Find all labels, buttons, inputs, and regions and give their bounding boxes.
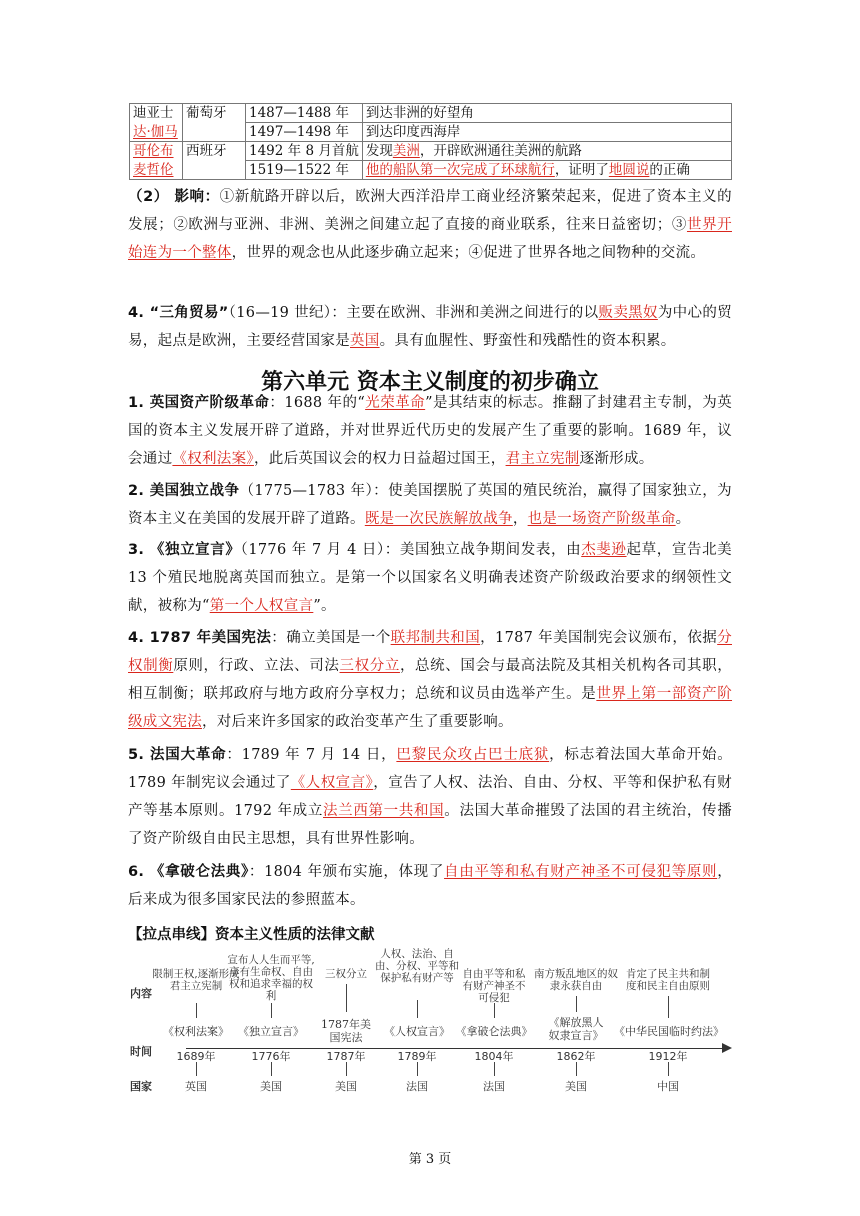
item-year: 1789年 <box>397 1050 437 1063</box>
timeline-arrow <box>722 1043 732 1053</box>
unit-title: 第六单元 资本主义制度的初步确立 <box>261 370 599 395</box>
time-cell: 1497—1498 年 <box>246 123 363 142</box>
item-content: 人权、法治、自由、分权、平等和保护私有财产等 <box>375 948 459 984</box>
page-number: 3 <box>425 1152 435 1167</box>
connector-line <box>196 1062 197 1076</box>
triangle-trade-paragraph: 4. “三角贸易”（16—19 世纪）：主要在欧洲、非洲和美洲之间进行的以贩卖黑奴为中心的贸易，起点是欧洲，主要经营国家是英国。具有血腥性、野蛮性和残酷性的资本积累。 <box>128 305 732 349</box>
item-country: 美国 <box>335 1080 357 1093</box>
item-country: 美国 <box>260 1080 282 1093</box>
person-cell: 麦哲伦 <box>130 161 183 180</box>
item-document: 《权利法案》 <box>163 1025 229 1038</box>
item-document: 《拿破仑法典》 <box>455 1025 533 1038</box>
page-footer: 第 3 页 <box>408 1152 452 1167</box>
item-year: 1912年 <box>648 1050 688 1063</box>
item-country: 中国 <box>657 1080 679 1093</box>
connector-line <box>346 984 347 1012</box>
item-content: 三权分立 <box>325 968 367 980</box>
row-label-content: 内容 <box>130 987 152 1000</box>
item-country: 美国 <box>565 1080 587 1093</box>
influence-paragraph: （2） 影响：①新航路开辟以后，欧洲大西洋沿岸工商业经济繁荣起来，促进了资本主义的发展；②欧洲与亚洲、非洲、美洲之间建立起了直接的商业联系，往来日益密切；③世界开始连为一个整体，世界的观念也从此逐步确立起来；④促进了世界各地之间物种的交流。 <box>128 189 732 261</box>
navigation-table <box>129 103 732 180</box>
table-row <box>130 104 732 123</box>
row-label-country: 国家 <box>130 1080 152 1093</box>
table-row <box>130 123 732 142</box>
item-year: 1804年 <box>474 1050 514 1063</box>
country-cell <box>183 161 246 180</box>
item-country: 法国 <box>406 1080 428 1093</box>
item-document: 《独立宣言》 <box>238 1025 304 1038</box>
connector-line <box>271 1003 272 1018</box>
event-cell: 发现美洲，开辟欧洲通往美洲的航路 <box>362 142 731 161</box>
item-content: 肯定了民主共和制度和民主自由原则 <box>626 968 710 992</box>
item-document: 1787年美国宪法 <box>321 1018 371 1044</box>
item-content: 限制王权,逐渐形成君主立宪制 <box>152 968 240 992</box>
connector-line <box>494 1062 495 1076</box>
time-cell: 1492 年 8 月首航 <box>246 142 363 161</box>
country-cell: 葡萄牙 <box>183 104 246 123</box>
event-cell: 到达印度西海岸 <box>362 123 731 142</box>
connector-line <box>668 1062 669 1076</box>
country-cell <box>183 123 246 142</box>
item-country: 英国 <box>185 1080 207 1093</box>
connector-line <box>576 996 577 1012</box>
item-year: 1689年 <box>176 1050 216 1063</box>
connector-line <box>196 1003 197 1018</box>
connector-line <box>576 1062 577 1076</box>
item-document: 《解放黑人奴隶宣言》 <box>548 1016 604 1042</box>
timeline-title: 【拉点串线】资本主义性质的法律文献 <box>128 927 375 943</box>
constitution-paragraph: 4. 1787 年美国宪法：确立美国是一个联邦制共和国，1787 年美国制宪会议颁布，依据分权制衡原则，行政、立法、司法三权分立，总统、国会与最高法院及其相关机构各司其职，相互制衡；联邦政府与地方政府分享权力；总统和议员由选举产生。是世界上第一部资产阶级成文宪法，对后来许多国家的政治变革产生了重要影响。 <box>128 630 733 730</box>
timeline-diagram <box>128 948 734 1098</box>
event-cell: 他的船队第一次完成了环球航行，证明了地圆说的正确 <box>362 161 731 180</box>
person-cell: 哥伦布 <box>130 142 183 161</box>
item-content: 南方叛乱地区的奴隶永获自由 <box>534 968 618 992</box>
connector-line <box>271 1062 272 1076</box>
connector-line <box>417 1000 418 1018</box>
item-country: 法国 <box>483 1080 505 1093</box>
item-document: 《人权宣言》 <box>384 1025 450 1038</box>
item-content: 自由平等和私有财产神圣不可侵犯 <box>462 968 526 1004</box>
declaration-paragraph: 3. 《独立宣言》（1776 年 7 月 4 日）：美国独立战争期间发表，由杰斐逊起草，宣告北美 13 个殖民地脱离英国而独立。是第一个以国家名义明确表述资产阶级政治要求的纲领性文献，被称为“第一个人权宣言”。 <box>128 542 732 614</box>
time-cell: 1487—1488 年 <box>246 104 363 123</box>
item-document: 《中华民国临时约法》 <box>614 1025 724 1038</box>
item-content: 宣布人人生而平等,享有生命权、自由权和追求幸福的权利 <box>227 954 315 1002</box>
napoleon-code-paragraph: 6. 《拿破仑法典》：1804 年颁布实施，体现了自由平等和私有财产神圣不可侵犯等原则，后来成为很多国家民法的参照蓝本。 <box>128 864 732 908</box>
event-cell: 到达非洲的好望角 <box>362 104 731 123</box>
table-row <box>130 142 732 161</box>
item-year: 1862年 <box>556 1050 596 1063</box>
table-row <box>130 161 732 180</box>
item-year: 1776年 <box>251 1050 291 1063</box>
item-year: 1787年 <box>326 1050 366 1063</box>
connector-line <box>494 1003 495 1018</box>
connector-line <box>346 1062 347 1076</box>
american-war-paragraph: 2. 美国独立战争（1775—1783 年）：使美国摆脱了英国的殖民统治，赢得了国家独立，为资本主义在美国的发展开辟了道路。既是一次民族解放战争，也是一场资产阶级革命。 <box>128 483 732 527</box>
country-cell: 西班牙 <box>183 142 246 161</box>
connector-line <box>668 996 669 1018</box>
french-revolution-paragraph: 5. 法国大革命：1789 年 7 月 14 日，巴黎民众攻占巴士底狱，标志着法国大革命开始。1789 年制宪议会通过了《人权宣言》，宣告了人权、法治、自由、分权、平等和保护私有财产等基本原则。1792 年成立法兰西第一共和国。法国大革命摧毁了法国的君主统治，传播了资产阶级自由民主思想，具有世界性影响。 <box>128 747 733 847</box>
person-cell: 迪亚士 <box>130 104 183 123</box>
connector-line <box>417 1062 418 1076</box>
row-label-time: 时间 <box>130 1045 152 1058</box>
english-revolution-paragraph: 1. 英国资产阶级革命：1688 年的“光荣革命”是其结束的标志。推翻了封建君主专制，为英国的资本主义发展开辟了道路，并对世界近代历史的发展产生了重要的影响。1689 年，议会通过《权利法案》，此后英国议会的权力日益超过国王，君主立宪制逐渐形成。 <box>128 395 733 467</box>
time-cell: 1519—1522 年 <box>246 161 363 180</box>
person-cell: 达·伽马 <box>130 123 183 142</box>
